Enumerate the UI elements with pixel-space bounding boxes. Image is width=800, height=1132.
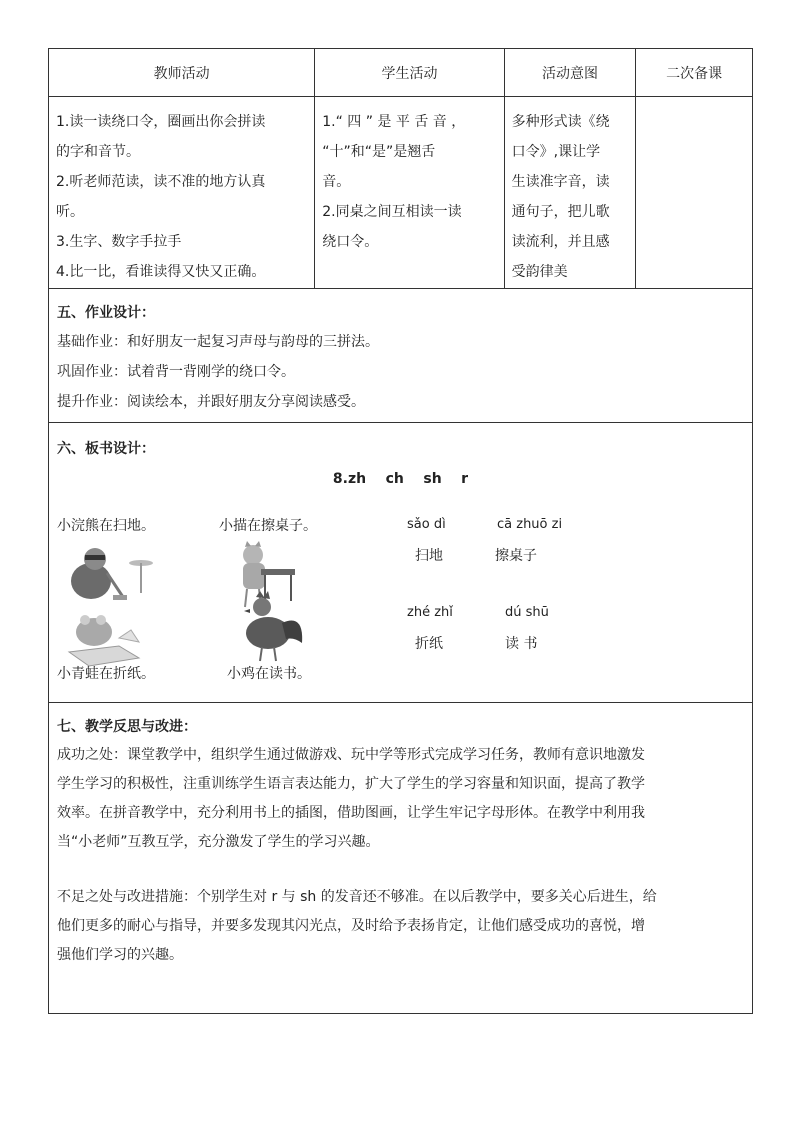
frog-folding-paper-illustration <box>59 608 179 668</box>
board-design-row <box>49 423 752 703</box>
teacher-activities-cell <box>49 97 315 288</box>
student-line: 2.同桌之间互相读一读 <box>322 204 462 220</box>
student-line: 绕口令。 <box>322 234 379 250</box>
lesson-plan-table <box>48 48 753 1014</box>
word-zhe-zhi: 折纸 <box>415 636 443 652</box>
intent-line: 受韵律美 <box>511 264 568 280</box>
intent-cell <box>505 97 637 288</box>
header-second-prep: 二次备课 <box>666 65 723 82</box>
pinyin-ca-zhuo-zi: cā zhuō zi <box>497 517 563 532</box>
word-sao-di: 扫地 <box>415 548 443 564</box>
word-du-shu: 读 书 <box>505 636 538 652</box>
reflection-row <box>49 703 752 1013</box>
board-title: 六、板书设计： <box>57 441 155 457</box>
pinyin-sao-di: sǎo dì <box>407 517 446 532</box>
student-line: 1.“ 四 ” 是 平 舌 音 ， <box>322 114 466 130</box>
student-activities-cell <box>315 97 504 288</box>
homework-row <box>49 289 752 423</box>
improvement-line: 他们更多的耐心与指导，并要多发现其闪光点，及时给予表扬肯定，让他们感受成功的喜悦，增 <box>57 918 645 934</box>
raccoon-sweeping-illustration <box>61 543 181 603</box>
teacher-line: 2.听老师范读，读不准的地方认真 <box>56 174 266 190</box>
homework-advanced: 提升作业：阅读绘本，并跟好朋友分享阅读感受。 <box>57 394 365 410</box>
rooster-reading-illustration <box>224 583 314 663</box>
caption-cat: 小描在擦桌子。 <box>219 518 317 534</box>
intent-line: 多种形式读《绕 <box>511 114 610 130</box>
improvement-line: 强他们学习的兴趣。 <box>57 947 183 963</box>
header-student: 学生活动 <box>315 49 504 96</box>
caption-rooster: 小鸡在读书。 <box>227 666 311 682</box>
lesson-title: 8.zh ch sh r <box>332 471 469 487</box>
teacher-line: 4.比一比，看谁读得又快又正确。 <box>56 264 266 280</box>
teacher-line: 3.生字、数字手拉手 <box>56 234 182 250</box>
caption-raccoon: 小浣熊在扫地。 <box>57 518 155 534</box>
student-line: 音。 <box>322 174 351 190</box>
homework-consolidate: 巩固作业：试着背一背刚学的绕口令。 <box>57 364 295 380</box>
success-line: 效率。在拼音教学中，充分利用书上的插图，借助图画，让学生牢记字母形体。在教学中利用我 <box>57 805 645 821</box>
intent-line: 读流利，并且感 <box>511 234 610 250</box>
success-line: 学生学习的积极性，注重训练学生语言表达能力，扩大了学生的学习容量和知识面，提高了教学 <box>57 776 645 792</box>
teacher-line: 听。 <box>56 204 84 220</box>
second-prep-cell <box>636 97 752 288</box>
reflection-title: 七、教学反思与改进： <box>57 719 197 735</box>
improvement-line: 不足之处与改进措施：个别学生对 r 与 sh 的发音还不够准。在以后教学中，要多关心后进生，给 <box>57 889 657 905</box>
intent-line: 生读准字音，读 <box>511 174 610 190</box>
intent-line: 口令》,课让学 <box>511 144 601 160</box>
pinyin-du-shu: dú shū <box>505 605 549 620</box>
caption-frog: 小青蛙在折纸。 <box>57 666 155 682</box>
header-intent: 活动意图 <box>505 49 637 96</box>
activities-row <box>49 97 752 289</box>
success-line: 成功之处：课堂教学中，组织学生通过做游戏、玩中学等形式完成学习任务，教师有意识地激发 <box>57 747 645 763</box>
table-header-row <box>49 49 752 97</box>
homework-basic: 基础作业：和好朋友一起复习声母与韵母的三拼法。 <box>57 334 379 350</box>
pinyin-zhe-zhi: zhé zhǐ <box>407 605 453 620</box>
success-line: 当“小老师”互教互学，充分激发了学生的学习兴趣。 <box>57 834 380 850</box>
teacher-line: 1.读一读绕口令，圈画出你会拼读 <box>56 114 266 130</box>
word-ca-zhuo-zi: 擦桌子 <box>495 548 537 564</box>
reflection-section <box>49 703 752 1013</box>
paragraph-gap <box>57 857 744 883</box>
header-teacher: 教师活动 <box>49 49 315 96</box>
homework-title: 五、作业设计： <box>57 305 155 321</box>
homework-section <box>49 289 752 422</box>
intent-line: 通句子，把儿歌 <box>511 204 610 220</box>
teacher-line: 的字和音节。 <box>56 144 140 160</box>
student-line: “十”和“是”是翘舌 <box>322 144 436 160</box>
